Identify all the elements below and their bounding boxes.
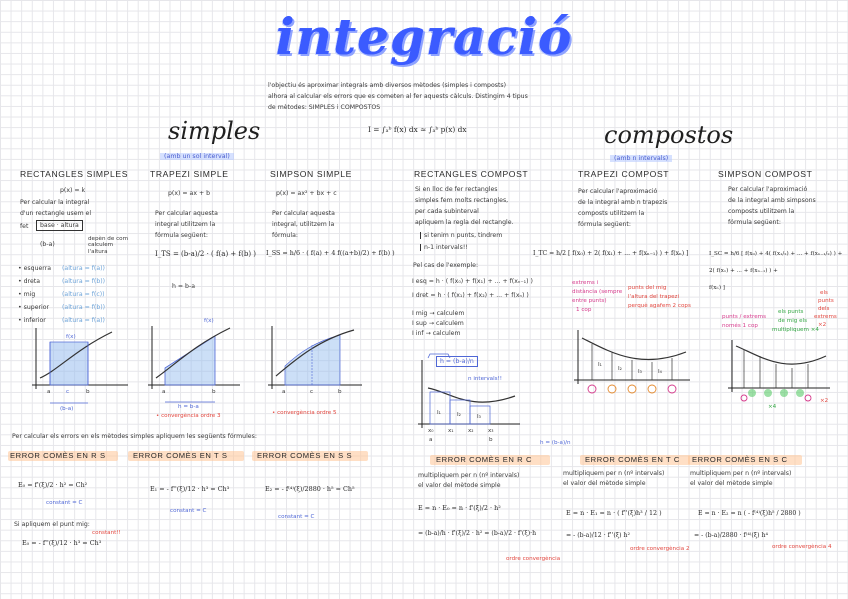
simp-simple-text-3: fórmula: [272,232,298,239]
rect-compost-I2: I₂ [457,412,461,418]
error-rs-mig-formula: E₀ = - f''(ξ)/12 · h³ = Ch³ [22,539,102,547]
error-ts-heading: ERROR COMÈS EN T S [133,451,228,460]
rect-compost-x3: x₃ [488,428,494,434]
error-rs-heading: ERROR COMÈS EN R S [10,451,106,460]
simp-compost-formula-3: f(xₙ) ] [709,285,725,291]
rect-simple-note: depèn de com calculem l'altura [88,236,129,255]
page-title: integració [275,7,573,66]
simp-compost-note-red-1: els [820,290,828,296]
rect-list-item-2: • dreta [18,278,40,285]
simp-simple-plot [268,326,362,389]
error-rc-order: ordre convergència [506,556,561,562]
simp-compost-note-green-1: els punts [778,309,804,315]
intro-line-3: de mètodes: SIMPLES i COMPOSTOS [268,104,381,111]
simp-plot-c: c [310,389,314,395]
rect-simple-box: base · altura [36,220,83,231]
rect-plot-a: a [47,389,51,395]
section-compostos-subtitle: (amb n intervals) [610,155,672,162]
rect-compost-bracket-1: si tenim n punts, tindrem [420,232,502,239]
rect-compost-text-4: apliquem la regla del rectangle. [415,219,514,226]
simp-compost-label-x4: ×4 [768,404,777,410]
simp-compost-text-3: composts utilitzem la [728,208,795,215]
rect-compost-heading: RECTANGLES COMPOST [414,169,529,179]
section-simples-title: simples [168,117,261,145]
simp-simple-heading: SIMPSON SIMPLE [270,169,352,179]
error-rc-formula-2: = (b-a)/h · f'(ξ)/2 · h² = (b-a)/2 · f'(ξ)·h [418,530,537,537]
trap-compost-I3: I₃ [638,369,642,375]
error-rc-heading: ERROR COMÈS EN R C [436,455,533,464]
error-ss-formula: E₂ = - f⁽⁴⁾(ξ)/2880 · h⁵ = Ch⁵ [265,485,355,493]
rect-simple-heading: RECTANGLES SIMPLES [20,169,129,179]
simp-compost-note-red-5: ×2 [818,322,827,328]
simp-simple-formula: I_SS = h/6 · ( f(a) + 4 f((a+b)/2) + f(b) ) [266,249,395,257]
trap-compost-note-pink-3: entre punts) [572,298,607,304]
rect-compost-a: a [429,437,433,443]
trap-compost-I4: I₄ [658,369,662,375]
error-rs-const: constant = C [46,500,83,506]
rect-list-item-5: • inferior [18,317,46,324]
rect-compost-plot [418,354,520,428]
trap-simple-text-1: Per calcular aquesta [155,210,218,217]
trap-compost-I2: I₂ [618,366,622,372]
trap-simple-h: h = b-a [172,283,195,290]
rect-compost-b: b [489,437,493,443]
error-tc-text-1: multipliquem per n (nº intervals) [563,470,665,477]
simp-compost-formula-2: 2( f(x₁) + ... + f(xₙ₋₁) ) + [709,268,778,274]
rect-list-item-3: • mig [18,291,36,298]
error-rs-mig-text: Si apliquem el punt mig: [14,521,90,528]
simp-compost-note-red-4: extrems [814,314,837,320]
intro-formula: I = ∫ₐᵇ f(x) dx ≈ ∫ₐᵇ p(x) dx [368,125,467,134]
error-tc-order: ordre convergència 2 [630,546,690,552]
rect-list-alt-5: (altura = f(a)) [62,317,105,324]
error-rs-formula: E₀ = f'(ξ)/2 · h² = Ch² [18,481,88,489]
trap-compost-text-2: de la integral amb n trapezis [578,199,668,206]
simp-compost-note-green-3: multipliquem ×4 [772,327,819,333]
simp-compost-note-red-3: dels [818,306,830,312]
rect-list-item-1: • esquerra [18,265,52,272]
rect-compost-bracket-2: n-1 intervals!! [420,244,468,251]
trap-compost-text-4: fórmula següent: [578,221,631,228]
simp-compost-heading: SIMPSON COMPOST [718,169,813,179]
simp-simple-px: p(x) = ax² + bx + c [276,190,337,197]
rect-compost-x1: x₁ [448,428,454,434]
rect-simple-text-3: fet [20,223,29,230]
rect-compost-cases-title: Pel cas de l'exemple: [413,262,479,269]
rect-compost-case-2: I dret = h · ( f(x₁) + f(x₂) + ... + f(xₙ) ) [412,292,529,299]
simp-compost-formula-1: I_SC = h/6 [ f(x₀) + 4( f(x₁/₂) + ... + f(xₙ₋₁/₂) ) + [709,251,843,257]
error-sc-text-1: multipliquem per n (nº intervals) [690,470,792,477]
section-compostos-title: compostos [604,121,734,149]
rect-simple-text-2: d'un rectangle usem el [20,210,92,217]
trap-compost-note-pink-2: distància (sempre [572,289,623,295]
trap-simple-text-3: fórmula següent: [155,232,208,239]
simp-compost-text-1: Per calcular l'aproximació [728,186,808,193]
error-sc-formula-2: = - (b-a)/2880 · f⁽⁴⁾(ξ) h⁴ [694,532,768,539]
rect-simple-text-1: Per calcular la integral [20,199,90,206]
trap-simple-text-2: integral utilitzem la [155,221,216,228]
error-rc-text-2: el valor del mètode simple [418,482,501,489]
simp-compost-note-pink-1: punts / extrems [722,314,767,320]
rect-compost-case-5: I inf → calculem [412,330,461,337]
trap-compost-text-1: Per calcular l'aproximació [578,188,658,195]
simp-compost-text-2: de la integral amb simpsons [728,197,816,204]
error-sc-heading: ERROR COMÈS EN S C [692,455,788,464]
rect-plot-c: c [66,389,70,395]
error-tc-formula-1: E = n · E₁ = n · ( f''(ξ)h³ / 12 ) [566,509,662,517]
section-simples-subtitle: (amb un sol interval) [160,153,234,160]
trap-compost-text-3: composts utilitzem la [578,210,645,217]
error-rs-mig-note: constant!! [92,530,121,536]
rect-plot-width: (b-a) [60,406,74,412]
simp-plot-b: b [338,389,342,395]
rect-compost-h-box: h = (b-a)/n [436,356,478,367]
error-ss-heading: ERROR COMÈS EN S S [257,451,353,460]
trap-plot-h: h = b-a [178,404,199,410]
rect-compost-text-1: Si en lloc de fer rectangles [415,186,498,193]
trap-simple-heading: TRAPEZI SIMPLE [150,169,229,179]
simp-compost-text-4: fórmula següent: [728,219,781,226]
error-ts-const: constant = C [170,508,207,514]
error-sc-formula-1: E = n · E₂ = n ( - f⁽⁴⁾(ξ)h⁵ / 2880 ) [698,510,801,517]
rect-compost-intervals-note: n intervals!! [468,376,503,382]
rect-compost-case-3: I mig → calculem [412,310,465,317]
simp-simple-order: • convergència ordre 5 [272,410,337,416]
error-tc-heading: ERROR COMÈS EN T C [585,455,680,464]
simp-compost-note-green-2: de mig els [778,318,808,324]
trap-compost-note-pink-1: extrems i [572,280,599,286]
errors-simple-intro: Per calcular els errors en els mètodes simples apliquem les següents fórmules: [12,433,257,440]
simp-simple-text-2: integral, utilitzem la [272,221,335,228]
rect-simple-base-label: (b-a) [40,241,55,248]
trap-compost-note-red-1: punts del mig [628,285,667,291]
trap-compost-plot [574,330,690,393]
error-rc-formula-1: E = n · E₀ = n · f'(ξ)/2 · h² [418,504,501,512]
simp-compost-label-x2: ×2 [820,398,829,404]
rect-compost-x2: x₂ [468,428,474,434]
rect-list-item-4: • superior [18,304,50,311]
rect-compost-case-4: I sup → calculem [412,320,464,327]
simp-compost-note-red-2: punts [818,298,834,304]
rect-compost-I1: I₁ [437,410,441,416]
rect-plot-fx: f(x) [66,334,76,340]
trap-plot-b: b [212,389,216,395]
trap-simple-px: p(x) = ax + b [168,190,211,197]
error-ss-const: constant = C [278,514,315,520]
trap-compost-note-red-3: perquè agafem 2 cops [628,303,691,309]
rect-list-alt-4: (altura = f(b)) [62,304,106,311]
error-sc-text-2: el valor del mètode simple [690,480,773,487]
rect-list-alt-2: (altura = f(b)) [62,278,106,285]
rect-compost-text-2: simples fem molts rectangles, [415,197,509,204]
trap-compost-heading: TRAPEZI COMPOST [578,169,670,179]
error-tc-text-2: el valor del mètode simple [563,480,646,487]
side-h-label: h = (b-a)/n [540,440,571,446]
simp-compost-plot [728,340,830,401]
trap-simple-formula: I_TS = (b-a)/2 · ( f(a) + f(b) ) [155,250,257,258]
rect-plot-b: b [86,389,90,395]
trap-plot-a: a [162,389,166,395]
rect-list-alt-3: (altura = f(c)) [62,291,105,298]
rect-compost-I3: I₃ [477,414,481,420]
trap-compost-note-red-2: l'altura del trapezi [628,294,680,300]
trap-compost-note-pink-4: 1 cop [576,307,592,313]
trap-plot-fx: f(x) [204,318,214,324]
error-rc-text-1: multipliquem per n (nº intervals) [418,472,520,479]
rect-compost-text-3: per cada subinterval [415,208,479,215]
rect-simple-px: p(x) = k [60,187,86,194]
rect-list-alt-1: (altura = f(a)) [62,265,105,272]
trap-compost-formula: I_TC = h/2 [ f(x₀) + 2( f(x₁) + ... + f(xₙ₋₁) ) + f(xₙ) ] [533,250,689,257]
error-tc-formula-2: = - (b-a)/12 · f''(ξ) h² [566,532,630,539]
trap-simple-order: • convergència ordre 3 [156,413,221,419]
simp-simple-text-1: Per calcular aquesta [272,210,335,217]
intro-line-1: l'objectiu és aproximar integrals amb diversos mètodes (simples i composts) [268,82,507,89]
intro-line-2: alhora al calcular els errors que es cometen al fer aquests càlculs. Distingim 4 tipus [268,93,528,100]
error-ts-formula: E₁ = - f''(ξ)/12 · h³ = Ch³ [150,485,230,493]
simp-plot-a: a [282,389,286,395]
rect-compost-case-1: I esq = h · ( f(x₀) + f(x₁) + ... + f(xₙ₋₁) ) [412,278,533,285]
simp-compost-note-pink-2: només 1 cop [722,323,758,329]
trap-compost-I1: I₁ [598,362,602,368]
error-sc-order: ordre convergència 4 [772,544,832,550]
rect-compost-x0: x₀ [428,428,434,434]
